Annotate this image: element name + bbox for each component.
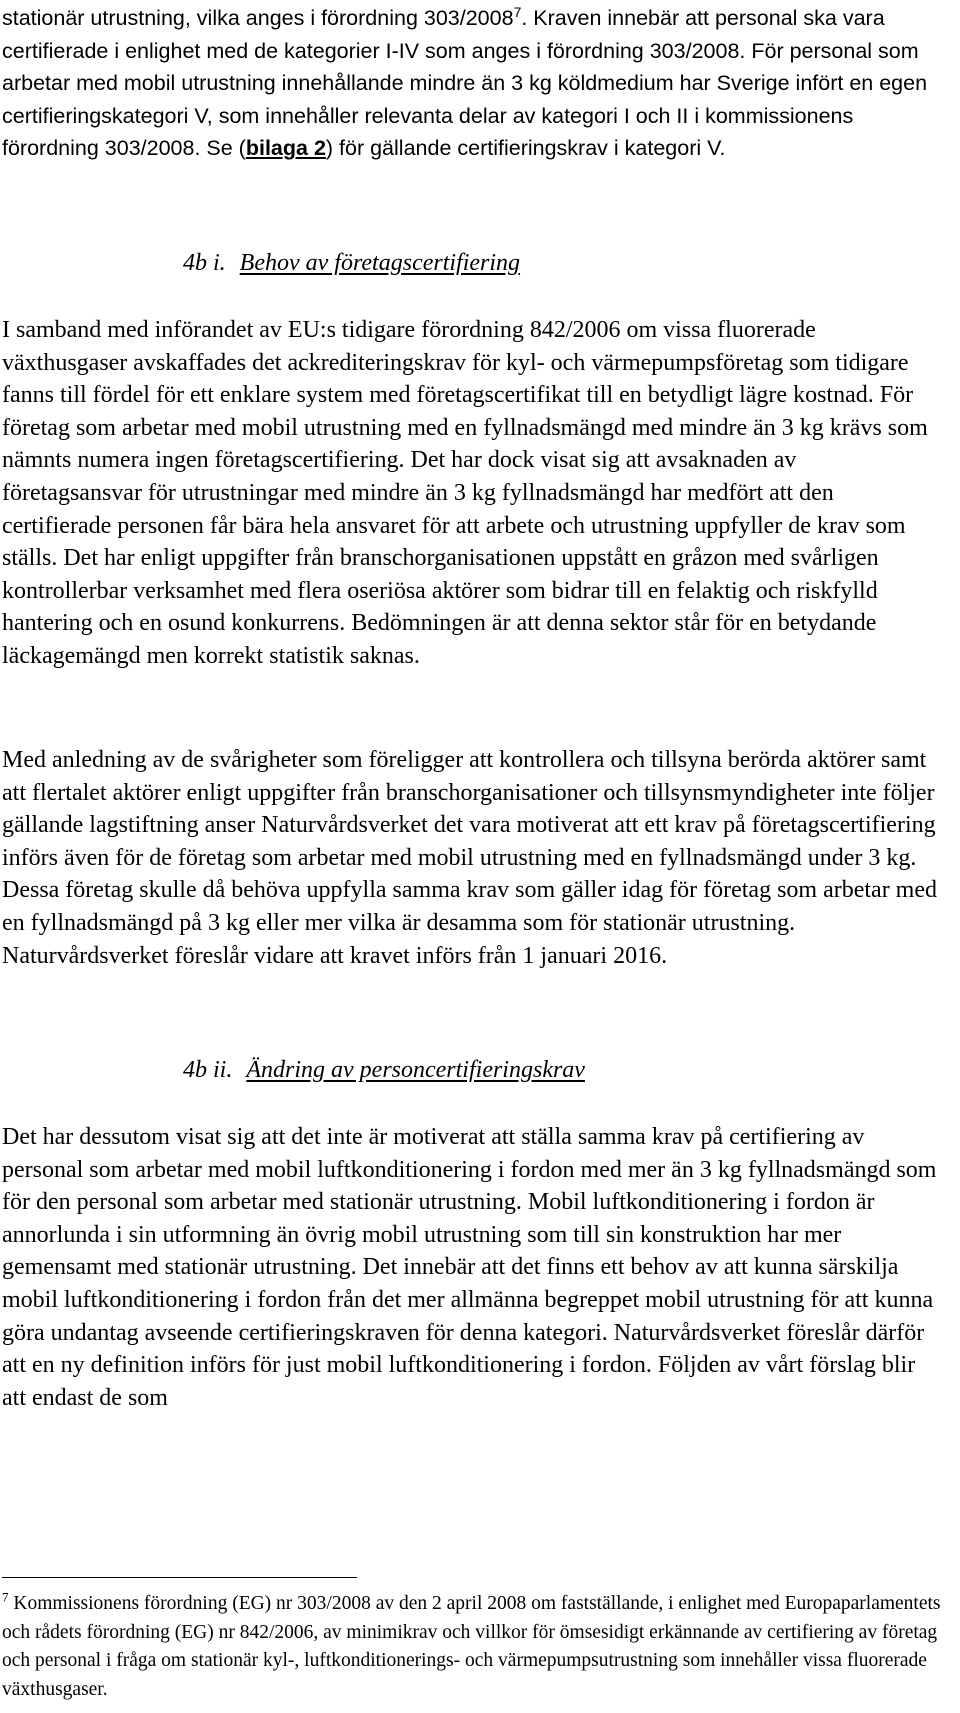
paragraph-certification-categories [2,2,938,165]
paragraph-text: . Kraven innebär att personal ska vara certifierade i enlighet med de kategorier I-IV som anges i förordning 303/2008. För personal som arbetar med mobil utrustning innehållande mindre än 3 kg köldmedium har Sverige infört en egen certifieringskategori V, som innehåller relevanta delar av kategori I och II i kommissionens förordning 303/2008. Se ( [2,6,928,161]
paragraph-text: stationär utrustning, vilka anges i förordning 303/2008 [2,6,514,30]
paragraph-proposal-company-certification: Med anledning av de svårigheter som föreligger att kontrollera och tillsyna berörda aktörer samt att flertalet aktörer enligt uppgifter från branschorganisationer och tillsynsmyndigheter inte följer gällande lagstiftning anser Naturvårdsverket det vara motiverat att ett krav på företagscertifiering införs även för de företag som arbetar med mobil utrustning med en fyllnadsmängd under 3 kg. Dessa företag skulle då behöva uppfylla samma krav som gäller idag för företag som arbetar med en fyllnadsmängd på 3 kg eller mer vilka är desamma som för stationär utrustning. Naturvårdsverket föreslår vidare att kravet införs från 1 januari 2016. [2,747,938,969]
section-number: 4b i. [183,250,226,276]
footnote-reference[interactable]: 7 [513,3,522,20]
section-heading-4b-ii [183,1057,585,1084]
paragraph-text: ) för gällande certifieringskrav i kategori V. [325,136,726,161]
section-heading-4b-i [183,250,520,277]
paragraph-company-certification-need: I samband med införandet av EU:s tidigare förordning 842/2006 om vissa fluorerade växthusgaser avskaffades det ackrediteringskrav för kyl- och värmepumpsföretag som tidigare fanns till fördel för ett enklare system med företagscertifikat till en betydligt lägre kostnad. För företag som arbetar med mobil utrustning med en fyllnadsmängd med mindre än 3 kg krävs som nämnts numera ingen företagscertifiering. Det har dock visat sig att avsaknaden av företagsansvar för utrustningar med mindre än 3 kg fyllnadsmängd har medfört att den certifierade personen får bära hela ansvaret för att arbete och utrustning uppfyller de krav som ställs. Det har enligt uppgifter från branschorganisationen uppstått en gråzon med svårligen kontrollerbar verksamhet med flera oseriösa aktörer som bidrar till en felaktig och riskfylld hantering och en osund konkurrens. Bedömningen är att denna sektor står för en betydande läckagemängd men korrekt statistik saknas. [2,317,928,669]
bilaga-2-link[interactable]: bilaga 2 [245,136,326,161]
footnote-divider [2,1577,357,1578]
footnote-number: 7 [2,1589,9,1605]
paragraph-person-certification-change: Det har dessutom visat sig att det inte är motiverat att ställa samma krav på certifiering av personal som arbetar med mobil luftkonditionering i fordon med mer än 3 kg fyllnadsmängd som för den personal som arbetar med stationär utrustning. Mobil luftkonditionering i fordon är annorlunda i sin utformning än övrig mobil utrustning som till sin konstruktion har mer gemensamt med stationär utrustning. Det innebär att det finns ett behov av att kunna särskilja mobil luftkonditionering i fordon från det mer allmänna begreppet mobil utrustning för att kunna göra undantag avseende certifieringskraven för denna kategori. Naturvårdsverket föreslår därför att en ny definition införs för just mobil luftkonditionering i fordon. Följden av vårt förslag blir att endast de som [2,1124,937,1411]
section-title: Behov av företagscertifiering [239,250,521,276]
section-title: Ändring av personcertifieringskrav [246,1057,585,1083]
footnote-text: Kommissionens förordning (EG) nr 303/2008 av den 2 april 2008 om fastställande, i enlighet med Europaparlamentets och rådets förordning (EG) nr 842/2006, av minimikrav och villkor för ömsesidigt erkännande av certifiering av företag och personal i fråga om stationär kyl-, luftkonditionerings- och värmepumpsutrustning som innehåller vissa fluorerade växthusgaser. [2,1593,941,1701]
section-number: 4b ii. [183,1057,233,1083]
footnote-7 [2,1590,947,1705]
